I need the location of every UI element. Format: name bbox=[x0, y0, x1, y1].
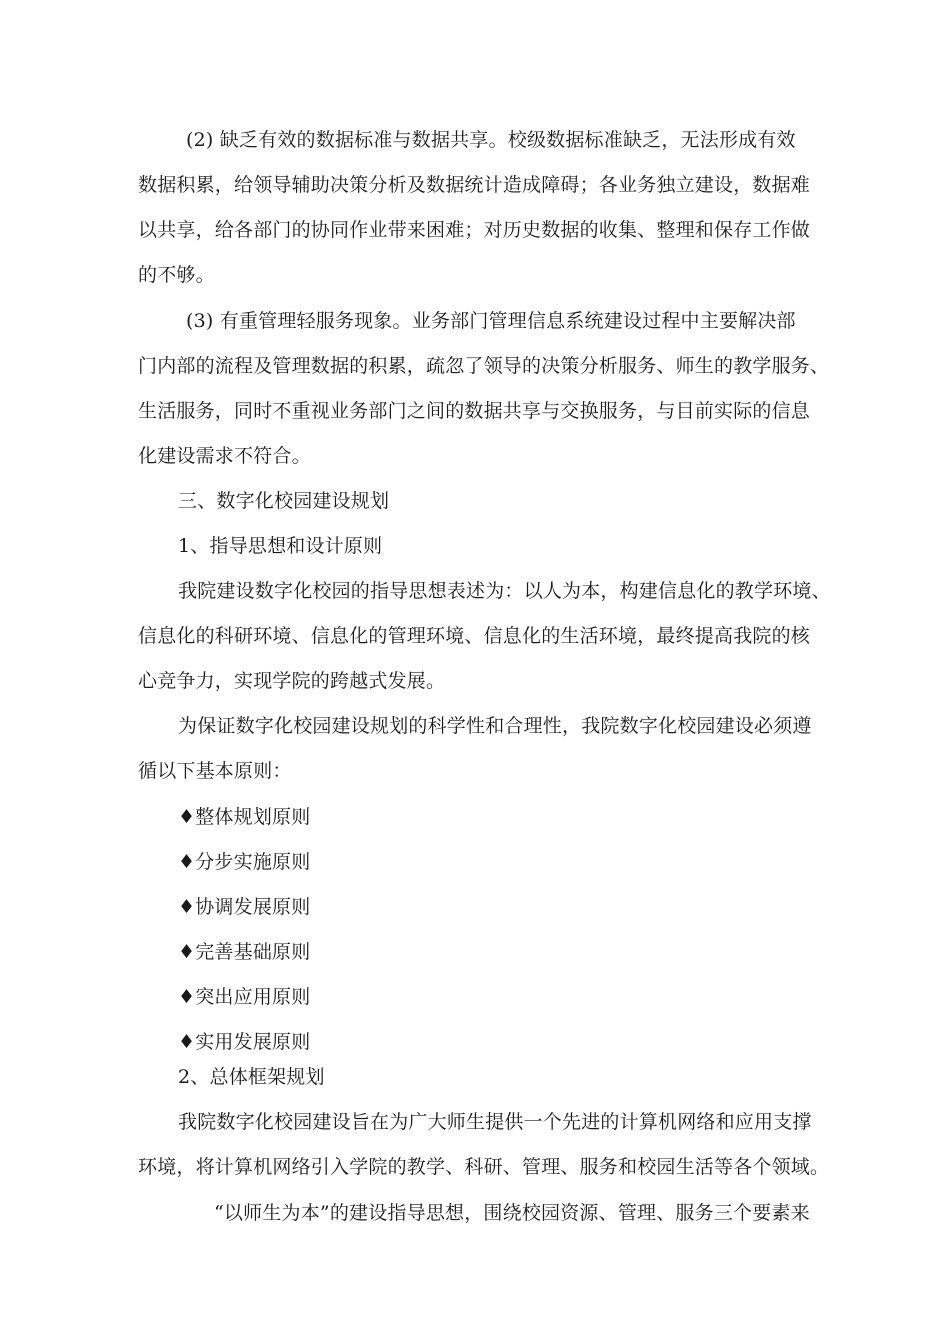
paragraph-line: 生活服务，同时不重视业务部门之间的数据共享与交换服务，与目前实际的信息 bbox=[138, 400, 811, 422]
section-heading: 三、数字化校园建设规划 bbox=[178, 490, 390, 512]
paragraph-line: 信息化的科研环境、信息化的管理环境、信息化的生活环境，最终提高我院的核 bbox=[138, 625, 811, 647]
paragraph-line: 化建设需求不符合。 bbox=[138, 445, 311, 467]
paragraph-line: 门内部的流程及管理数据的积累，疏忽了领导的决策分析服务、师生的教学服务、 bbox=[138, 355, 830, 377]
paragraph-line: 以共享，给各部门的协同作业带来困难；对历史数据的收集、整理和保存工作做 bbox=[138, 219, 811, 241]
subsection-heading: 2、总体框架规划 bbox=[178, 1066, 325, 1088]
list-item: ♦协调发展原则 bbox=[178, 896, 311, 918]
paragraph-line: “以师生为本”的建设指导思想，围绕校园资源、管理、服务三个要素来 bbox=[214, 1202, 810, 1224]
paragraph-line: (3) 有重管理轻服务现象。业务部门管理信息系统建设过程中主要解决部 bbox=[186, 310, 796, 332]
paragraph-line: 我院建设数字化校园的指导思想表述为：以人为本，构建信息化的教学环境、 bbox=[178, 580, 831, 602]
paragraph-line: (2) 缺乏有效的数据标准与数据共享。校级数据标准缺乏，无法形成有效 bbox=[186, 129, 796, 151]
paragraph-line: 为保证数字化校园建设规划的科学性和合理性，我院数字化校园建设必须遵 bbox=[178, 715, 812, 737]
list-item: ♦整体规划原则 bbox=[178, 806, 311, 828]
paragraph-line: 循以下基本原则： bbox=[138, 760, 292, 782]
list-item: ♦实用发展原则 bbox=[178, 1031, 311, 1053]
paragraph-line: 的不够。 bbox=[138, 264, 215, 286]
paragraph-line: 我院数字化校园建设旨在为广大师生提供一个先进的计算机网络和应用支撑 bbox=[178, 1111, 812, 1133]
paragraph-line: 数据积累，给领导辅助决策分析及数据统计造成障碍；各业务独立建设，数据难 bbox=[138, 174, 811, 196]
subsection-heading: 1、指导思想和设计原则 bbox=[178, 535, 383, 557]
list-item: ♦完善基础原则 bbox=[178, 941, 311, 963]
list-item: ♦分步实施原则 bbox=[178, 851, 311, 873]
paragraph-line: 心竞争力，实现学院的跨越式发展。 bbox=[138, 670, 446, 692]
paragraph-line: 环境，将计算机网络引入学院的教学、科研、管理、服务和校园生活等各个领域。 bbox=[138, 1156, 830, 1178]
list-item: ♦突出应用原则 bbox=[178, 986, 311, 1008]
